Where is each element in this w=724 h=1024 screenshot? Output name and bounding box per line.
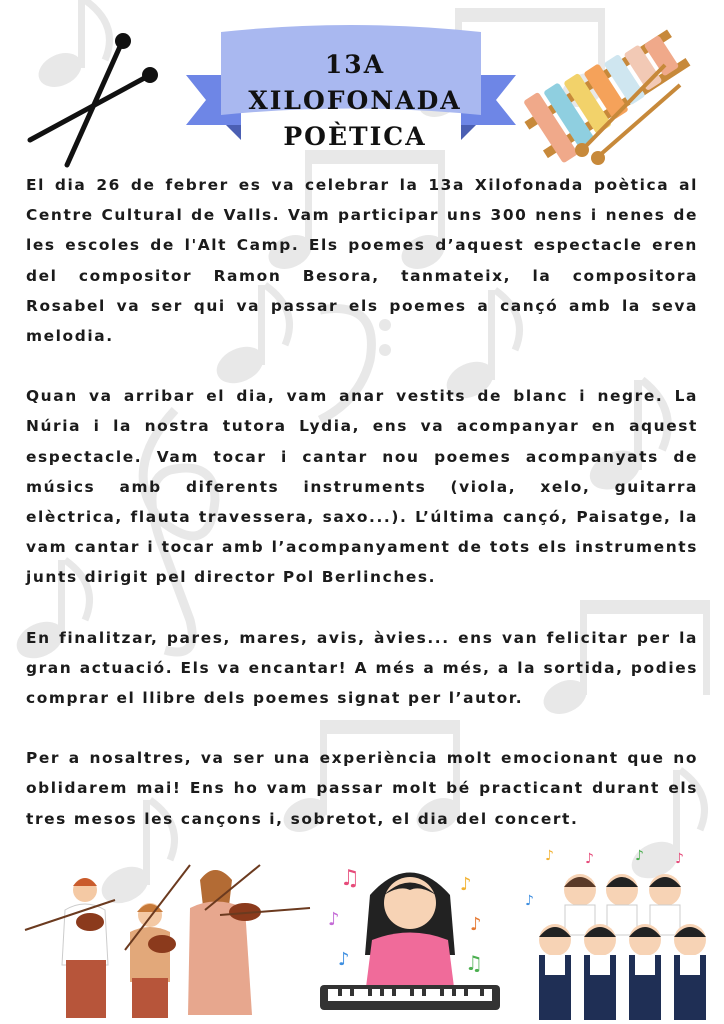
svg-text:♪: ♪ (338, 949, 350, 970)
page-title (220, 47, 490, 155)
article-body (26, 170, 698, 864)
xylophone-icon (510, 15, 695, 170)
paragraph-4: Per a nosaltres, va ser una experiència molt emocionant que no oblidarem mai! Ens ho vam passar molt bé practicant durant els tres mesos les cançons i, sobretot, el dia del concert. (26, 749, 698, 828)
paragraph-3: En finalitzar, pares, mares, avis, àvies... ens van felicitar per la gran actuació. Els va encantar! A més a més, a la sortida, podies comprar el llibre dels poemes signat per l’autor. (26, 628, 698, 708)
svg-text:♫: ♫ (340, 866, 360, 891)
svg-text:♪: ♪ (460, 874, 472, 895)
svg-text:♪: ♪ (328, 909, 340, 930)
svg-text:♪: ♪ (675, 851, 684, 867)
paragraph-1: El dia 26 de febrer es va celebrar la 13a Xilofonada poètica al Centre Cultural de Valls. Vam participar uns 300 nens i nenes de les escoles de l'Alt Camp. Els poemes d’aquest espectacle eren del compositor Ramon Besora, tanmateix, la compositora Rosabel va ser qui va passar els poemes a cançó amb la seva melodia. (26, 176, 698, 346)
svg-text:♪: ♪ (525, 893, 534, 909)
pianist-illustration (320, 855, 500, 1020)
svg-text:♪: ♪ (635, 848, 644, 864)
title-line-1: 13A XILOFONADA (248, 49, 462, 115)
svg-text:♪: ♪ (545, 848, 554, 864)
violinists-illustration (20, 860, 315, 1020)
svg-text:♪: ♪ (585, 851, 594, 867)
svg-text:♪: ♪ (470, 914, 482, 935)
title-line-2: POÈTICA (283, 121, 427, 151)
mallets-icon (22, 30, 162, 170)
paragraph-2: Quan va arribar el dia, vam anar vestits de blanc i negre. La Núria i la nostra tutora Lydia, ens va acompanyar en aquest espectacle. Vam tocar i cantar nou poemes acompanyats de músics amb diferents instruments (viola, xelo, guitarra elèctrica, flauta travessera, saxo...). L’última cançó, Paisatge, la vam cantar i tocar amb l’acompanyament de tots els instruments junts dirigit pel director Pol Berlinches. (26, 387, 698, 587)
choir-illustration (525, 845, 720, 1020)
svg-text:♫: ♫ (465, 951, 483, 975)
